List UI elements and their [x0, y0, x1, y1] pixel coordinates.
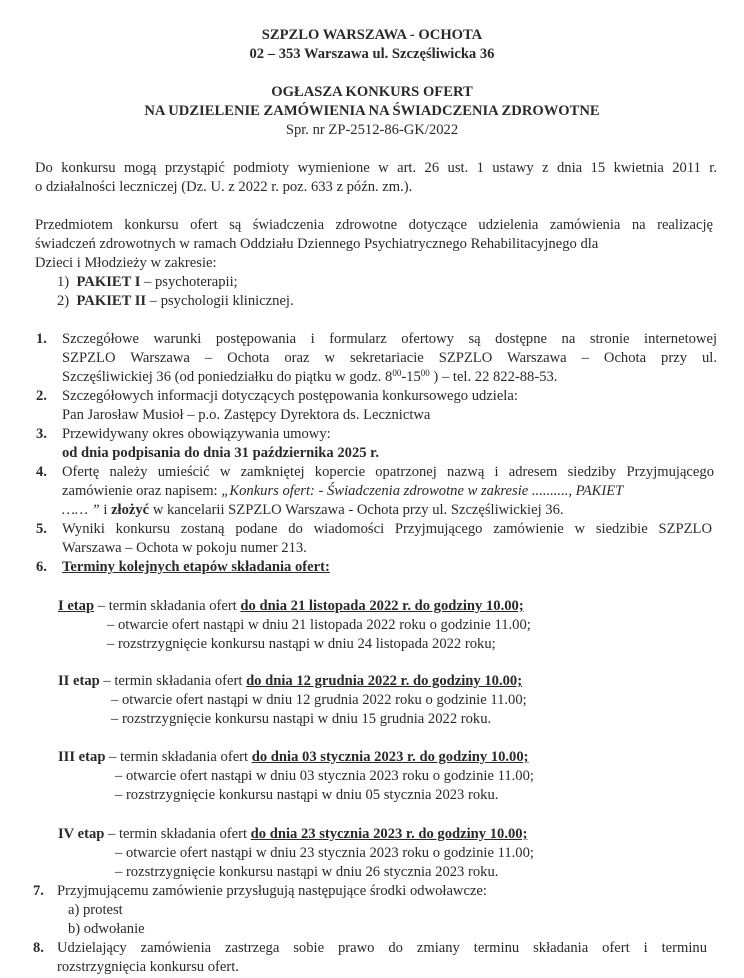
item-3-line-2: od dnia podpisania do dnia 31 października 2025 r.: [62, 445, 379, 461]
org-address: 02 – 353 Warszawa ul. Szczęśliwicka 36: [249, 46, 495, 62]
package-2: 2) PAKIET II – psychologii klinicznej.: [57, 293, 294, 309]
stage-3-label: III etap: [58, 749, 106, 765]
package-1: 1) PAKIET I – psychoterapii;: [57, 274, 238, 290]
stage-4-decision: – rozstrzygnięcie konkursu nastąpi w dniu 26 stycznia 2023 roku.: [115, 864, 499, 880]
org-name: SZPZLO WARSZAWA - OCHOTA: [261, 27, 483, 43]
item-2-number: 2.: [36, 388, 47, 404]
stage-4-opening: – otwarcie ofert nastąpi w dniu 23 stycznia 2023 roku o godzinie 11.00;: [115, 845, 534, 861]
stage-2-label: II etap: [58, 673, 100, 689]
item-1-line-2: SZPZLO Warszawa – Ochota oraz w sekretariacie SZPZLO Warszawa – Ochota przy ul.: [62, 350, 717, 366]
package-1-label: PAKIET I: [76, 274, 141, 290]
item-4-line-1: Ofertę należy umieścić w zamkniętej kopercie opatrzonej nazwą i adresem siedziby Przyjmującego: [62, 464, 714, 480]
item-1-line-3: Szczęśliwickiej 36 (od poniedziałku do piątku w godz. $8^{00}-15^{00}$ ) – tel. 22 822-88-53.: [62, 368, 558, 385]
item-7-number: 7.: [33, 883, 44, 899]
item-7-remedy-a: a) protest: [68, 902, 123, 918]
intro-line-2: o działalności leczniczej (Dz. U. z 2022 r. poz. 633 z późn. zm.).: [35, 179, 413, 195]
package-2-label: PAKIET II: [76, 293, 147, 309]
stage-1-deadline: do dnia 21 listopada 2022 r. do godziny 10.00;: [240, 598, 524, 614]
item-6-title: Terminy kolejnych etapów składania ofert:: [62, 559, 330, 575]
item-6-number: 6.: [36, 559, 47, 575]
stage-4-deadline: do dnia 23 stycznia 2023 r. do godziny 10.00;: [250, 826, 528, 842]
reference-number: Spr. nr ZP-2512-86-GK/2022: [285, 122, 459, 138]
subject-line-1: Przedmiotem konkursu ofert są świadczenia zdrowotne dotyczące udzielenia zamówienia na realizację: [35, 217, 713, 233]
stage-4-submission: IV etap – termin składania ofert do dnia 23 stycznia 2023 r. do godziny 10.00;: [58, 826, 528, 842]
subject-line-3: Dzieci i Młodzieży w zakresie:: [35, 255, 217, 271]
item-5-number: 5.: [36, 521, 47, 537]
stage-4-label: IV etap: [58, 826, 105, 842]
stage-1-decision: – rozstrzygnięcie konkursu nastąpi w dniu 24 listopada 2022 roku;: [107, 636, 496, 652]
stage-2-submission: II etap – termin składania ofert do dnia 12 grudnia 2022 r. do godziny 10.00;: [58, 673, 523, 689]
item-4-line-2: zamówienie oraz napisem: „Konkurs ofert: - Świadczenia zdrowotne w zakresie .........., PAKIET: [62, 483, 624, 499]
stage-3-decision: – rozstrzygnięcie konkursu nastąpi w dniu 05 stycznia 2023 roku.: [115, 787, 499, 803]
stage-2-opening: – otwarcie ofert nastąpi w dniu 12 grudnia 2022 roku o godzinie 11.00;: [111, 692, 527, 708]
stage-3-submission: III etap – termin składania ofert do dnia 03 stycznia 2023 r. do godziny 10.00;: [58, 749, 529, 765]
announcement-line-1: OGŁASZA KONKURS OFERT: [271, 84, 473, 100]
item-3-number: 3.: [36, 426, 47, 442]
item-2-line-1: Szczegółowych informacji dotyczących postępowania konkursowego udziela:: [62, 388, 518, 404]
subject-line-2: świadczeń zdrowotnych w ramach Oddziału Dziennego Psychiatrycznego Rehabilitacyjnego dla: [35, 236, 599, 252]
stage-2-deadline: do dnia 12 grudnia 2022 r. do godziny 10.00;: [246, 673, 523, 689]
announcement-line-2: NA UDZIELENIE ZAMÓWIENIA NA ŚWIADCZENIA ZDROWOTNE: [144, 103, 600, 119]
item-8-line-2: rozstrzygnięcia konkursu ofert.: [57, 959, 239, 975]
stage-3-deadline: do dnia 03 stycznia 2023 r. do godziny 10.00;: [251, 749, 529, 765]
intro-line-1: Do konkursu mogą przystąpić podmioty wymienione w art. 26 ust. 1 ustawy z dnia 15 kwietnia 2011 r.: [35, 160, 717, 176]
item-1-line-1: Szczegółowe warunki postępowania i formularz ofertowy są dostępne na stronie internetowej: [62, 331, 717, 347]
item-1-number: 1.: [36, 331, 47, 347]
item-5-line-1: Wyniki konkursu zostaną podane do wiadomości Przyjmującego zamówienie w siedzibie SZPZLO: [62, 521, 712, 537]
item-4-line-3: …… ” i złożyć w kancelarii SZPZLO Warszawa - Ochota przy ul. Szczęśliwickiej 36.: [62, 502, 564, 518]
item-8-number: 8.: [33, 940, 44, 956]
item-7-remedy-b: b) odwołanie: [68, 921, 145, 937]
item-3-line-1: Przewidywany okres obowiązywania umowy:: [62, 426, 331, 442]
item-8-line-1: Udzielający zamówienia zastrzega sobie prawo do zmiany terminu składania ofert i terminu: [57, 940, 707, 956]
stage-1-opening: – otwarcie ofert nastąpi w dniu 21 listopada 2022 roku o godzinie 11.00;: [107, 617, 531, 633]
stage-3-opening: – otwarcie ofert nastąpi w dniu 03 stycznia 2023 roku o godzinie 11.00;: [115, 768, 534, 784]
item-4-number: 4.: [36, 464, 47, 480]
stage-1-label: I etap: [58, 598, 95, 614]
item-5-line-2: Warszawa – Ochota w pokoju numer 213.: [62, 540, 307, 556]
item-7-line-1: Przyjmującemu zamówienie przysługują następujące środki odwoławcze:: [57, 883, 487, 899]
stage-1-submission: I etap – termin składania ofert do dnia 21 listopada 2022 r. do godziny 10.00;: [58, 598, 524, 614]
stage-2-decision: – rozstrzygnięcie konkursu nastąpi w dniu 15 grudnia 2022 roku.: [111, 711, 492, 727]
item-2-line-2: Pan Jarosław Musioł – p.o. Zastępcy Dyrektora ds. Lecznictwa: [62, 407, 431, 423]
